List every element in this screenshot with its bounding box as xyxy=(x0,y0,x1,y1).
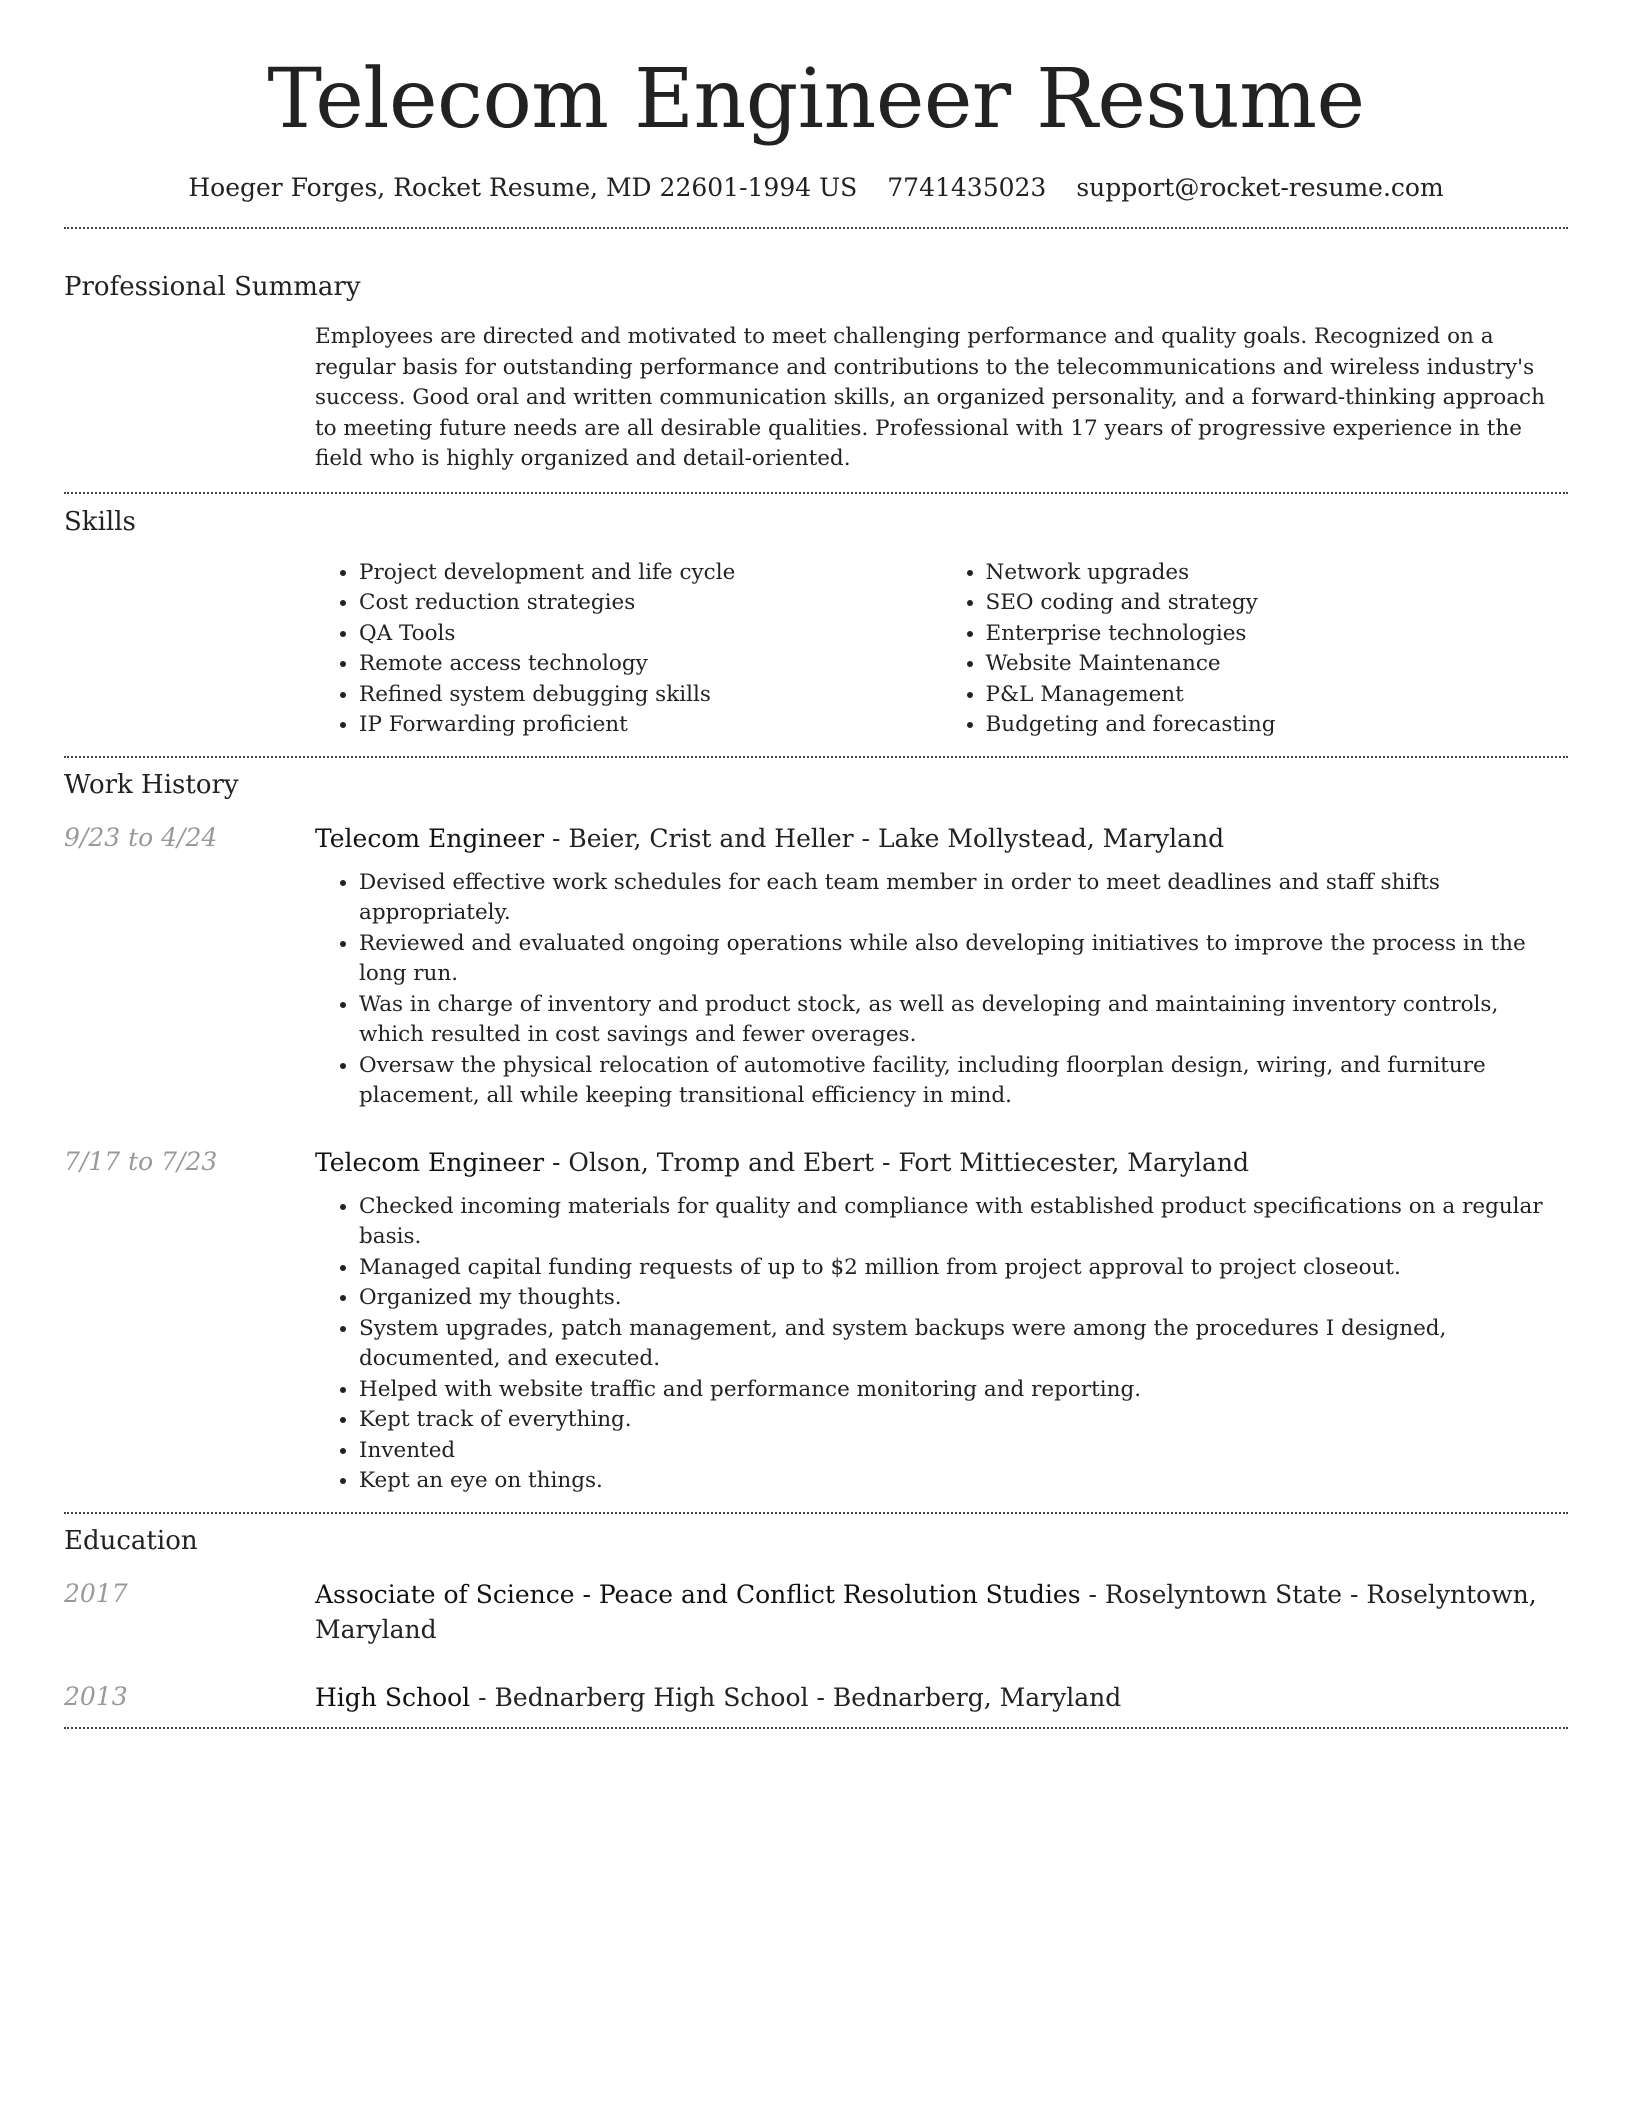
job-bullets xyxy=(315,1192,1568,1497)
degree-title: High School xyxy=(315,1682,471,1712)
job-employer: - Beier, Crist and Heller - Lake Mollystead, Maryland xyxy=(544,823,1225,853)
school-info: - Roselyntown State - Roselyntown, Maryland xyxy=(315,1579,1537,1644)
job-bullets xyxy=(315,868,1568,1112)
skill-item: • QA Tools xyxy=(359,619,942,650)
job-bullet: • Reviewed and evaluated ongoing operations while also developing initiatives to improve the process in the long run. xyxy=(359,929,1568,990)
skill-item: • Website Maintenance xyxy=(986,649,1569,680)
skills-list-left xyxy=(315,558,942,741)
job-bullet: • Organized my thoughts. xyxy=(359,1283,1568,1314)
contact-address: Hoeger Forges, Rocket Resume, MD 22601-1994 US xyxy=(188,173,858,202)
school-info: - Bednarberg High School - Bednarberg, Maryland xyxy=(470,1682,1122,1712)
divider xyxy=(64,1512,1568,1514)
skill-item: • Cost reduction strategies xyxy=(359,588,942,619)
job-entry xyxy=(64,821,1568,1112)
job-title: Telecom Engineer xyxy=(315,823,545,853)
summary-heading: Professional Summary xyxy=(64,272,361,302)
education-entry xyxy=(64,1680,1568,1715)
job-date: 7/17 to 7/23 xyxy=(64,1146,218,1176)
job-bullet: • Kept an eye on things. xyxy=(359,1466,1568,1497)
contact-email: support@rocket-resume.com xyxy=(1076,173,1444,202)
skills-list-right xyxy=(942,558,1569,741)
education-title-line xyxy=(315,1680,1568,1715)
job-title-line xyxy=(315,821,1568,856)
job-bullet: • Checked incoming materials for quality and compliance with established product specifications on a regular basis. xyxy=(359,1192,1568,1253)
work-heading: Work History xyxy=(64,769,239,800)
job-bullet: • System upgrades, patch management, and system backups were among the procedures I designed, documented, and executed. xyxy=(359,1314,1568,1375)
skills-content xyxy=(315,558,1568,741)
education-title-line xyxy=(315,1577,1568,1647)
job-title-line xyxy=(315,1145,1568,1180)
job-bullet: • Invented xyxy=(359,1436,1568,1467)
contact-line xyxy=(64,172,1568,204)
skill-item: • Project development and life cycle xyxy=(359,558,942,589)
education-heading: Education xyxy=(64,1525,198,1556)
job-entry xyxy=(64,1145,1568,1497)
skill-item: • SEO coding and strategy xyxy=(986,588,1569,619)
skill-item: • Remote access technology xyxy=(359,649,942,680)
job-employer: - Olson, Tromp and Ebert - Fort Mittiecester, Maryland xyxy=(544,1147,1250,1177)
skill-item: • IP Forwarding proficient xyxy=(359,710,942,741)
job-title: Telecom Engineer xyxy=(315,1147,545,1177)
work-section xyxy=(64,768,1568,1497)
skill-item: • P&L Management xyxy=(986,680,1569,711)
job-bullet: • Oversaw the physical relocation of automotive facility, including floorplan design, wiring, and furniture placement, all while keeping transitional efficiency in mind. xyxy=(359,1051,1568,1112)
divider xyxy=(64,227,1568,229)
contact-phone: 7741435023 xyxy=(887,173,1047,202)
skill-item: • Enterprise technologies xyxy=(986,619,1569,650)
resume-page xyxy=(64,0,1568,1729)
skill-item: • Network upgrades xyxy=(986,558,1569,589)
summary-section xyxy=(64,270,1568,475)
summary-text: Employees are directed and motivated to meet challenging performance and quality goals. Recognized on a regular basis for outstanding performance and contributions to the telecommunications and wireless industry's success. Good oral and written communication skills, an organized personality, and a forward-thinking approach to meeting future needs are all desirable qualities. Professional with 17 years of progressive experience in the field who is highly organized and detail-oriented. xyxy=(315,324,1545,471)
job-bullet: • Kept track of everything. xyxy=(359,1405,1568,1436)
degree-title: Associate of Science - Peace and Conflict Resolution Studies xyxy=(315,1579,1081,1609)
job-bullet: • Helped with website traffic and performance monitoring and reporting. xyxy=(359,1375,1568,1406)
education-date: 2017 xyxy=(64,1578,128,1608)
job-bullet: • Was in charge of inventory and product stock, as well as developing and maintaining inventory controls, which resulted in cost savings and fewer overages. xyxy=(359,990,1568,1051)
divider xyxy=(64,756,1568,758)
skills-heading: Skills xyxy=(64,506,136,537)
education-section xyxy=(64,1524,1568,1715)
divider xyxy=(64,1727,1568,1729)
divider xyxy=(64,492,1568,494)
job-bullet: • Managed capital funding requests of up to $2 million from project approval to project closeout. xyxy=(359,1253,1568,1284)
education-date: 2013 xyxy=(64,1681,128,1711)
education-entry xyxy=(64,1577,1568,1647)
skills-section xyxy=(64,505,1568,741)
skill-item: • Refined system debugging skills xyxy=(359,680,942,711)
skill-item: • Budgeting and forecasting xyxy=(986,710,1569,741)
resume-title: Telecom Engineer Resume xyxy=(267,52,1365,147)
summary-content xyxy=(315,322,1568,475)
job-date: 9/23 to 4/24 xyxy=(64,822,218,852)
job-bullet: • Devised effective work schedules for each team member in order to meet deadlines and staff shifts appropriately. xyxy=(359,868,1568,929)
